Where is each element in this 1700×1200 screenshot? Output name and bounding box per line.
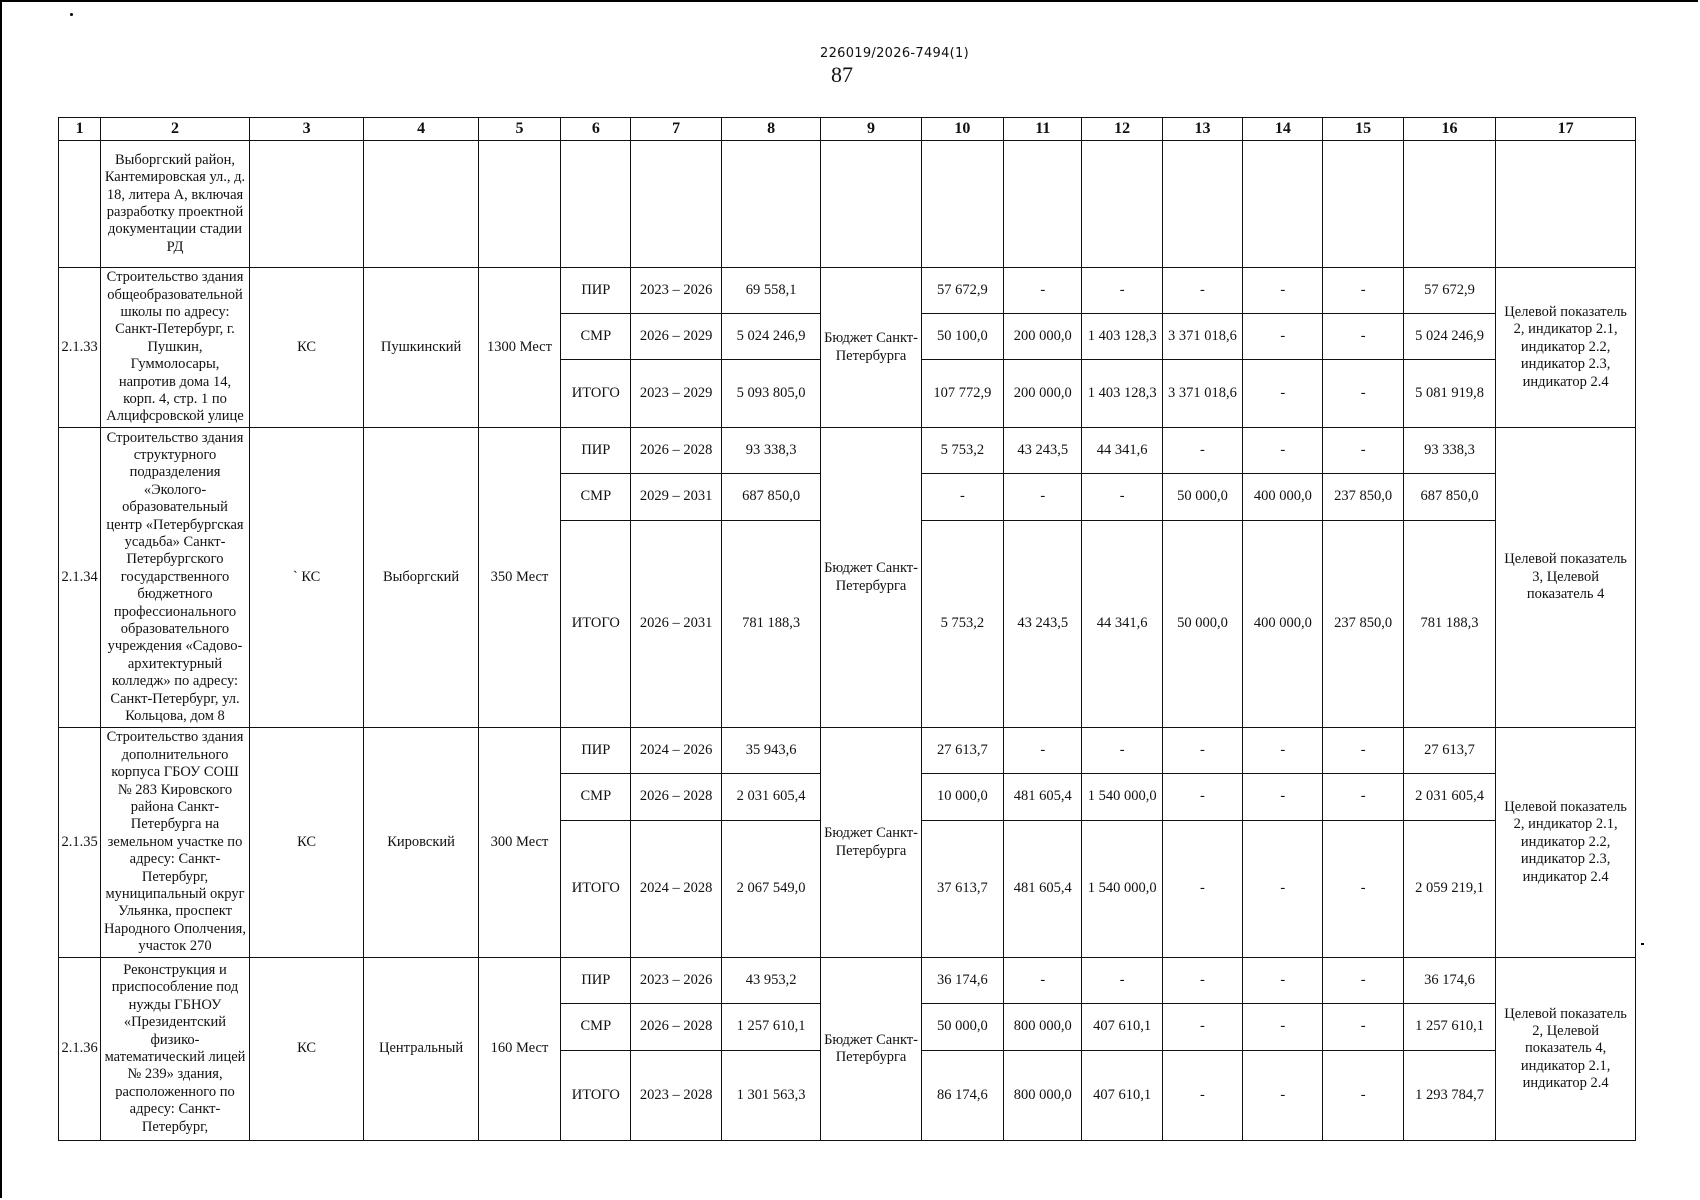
value-cell: 200 000,0 bbox=[1004, 314, 1082, 360]
value-cell: 237 850,0 bbox=[1323, 521, 1403, 728]
value-cell: - bbox=[1323, 728, 1403, 774]
column-header: 1 bbox=[59, 118, 101, 141]
object-name: Реконструкция и приспособление под нужды ГБНОУ «Президентский физико-математический лицей № 239» здания, расположенного по адресу: Санкт-Петербург, bbox=[101, 958, 250, 1141]
value-cell: 407 610,1 bbox=[1082, 1051, 1162, 1141]
indicators: Целевой показатель 2, Целевой показатель 4, индикатор 2.1, индикатор 2.4 bbox=[1496, 958, 1636, 1141]
value-cell: 1 540 000,0 bbox=[1082, 821, 1162, 958]
stage: ПИР bbox=[561, 268, 631, 314]
value-cell: 5 024 246,9 bbox=[1403, 314, 1495, 360]
period: 2023 – 2026 bbox=[631, 958, 721, 1004]
value-cell: - bbox=[1162, 1051, 1242, 1141]
period: 2024 – 2028 bbox=[631, 821, 721, 958]
period: 2026 – 2028 bbox=[631, 428, 721, 474]
value-cell: 36 174,6 bbox=[921, 958, 1003, 1004]
value-cell: 400 000,0 bbox=[1243, 474, 1323, 521]
stage: ПИР bbox=[561, 428, 631, 474]
table-row bbox=[59, 728, 1636, 774]
period: 2023 – 2028 bbox=[631, 1051, 721, 1141]
value-cell: 237 850,0 bbox=[1323, 474, 1403, 521]
value-cell: - bbox=[1162, 268, 1242, 314]
table-cell bbox=[821, 141, 921, 268]
total-cost: 781 188,3 bbox=[721, 521, 820, 728]
object-name: Выборгский район, Кантемировская ул., д. 18, литера А, включая разработку проектной документации стадии РД bbox=[101, 141, 250, 268]
table-cell bbox=[561, 141, 631, 268]
registration-number: 226019/2026-7494(1) bbox=[820, 46, 969, 61]
page-number: 87 bbox=[831, 62, 853, 87]
value-cell: - bbox=[1323, 1004, 1403, 1051]
value-cell: 1 403 128,3 bbox=[1082, 360, 1162, 428]
period: 2023 – 2029 bbox=[631, 360, 721, 428]
value-cell: 1 257 610,1 bbox=[1403, 1004, 1495, 1051]
value-cell: - bbox=[1162, 958, 1242, 1004]
stage: ПИР bbox=[561, 958, 631, 1004]
value-cell: 3 371 018,6 bbox=[1162, 314, 1242, 360]
table-cell bbox=[1004, 141, 1082, 268]
table-row bbox=[59, 958, 1636, 1004]
value-cell: 50 000,0 bbox=[1162, 474, 1242, 521]
column-header: 16 bbox=[1403, 118, 1495, 141]
entry-code: 2.1.33 bbox=[59, 268, 101, 428]
value-cell: 1 540 000,0 bbox=[1082, 774, 1162, 821]
value-cell: 481 605,4 bbox=[1004, 774, 1082, 821]
funding-source: Бюджет Санкт-Петербурга bbox=[821, 268, 921, 428]
value-cell: - bbox=[1082, 958, 1162, 1004]
value-cell: - bbox=[1243, 821, 1323, 958]
column-header: 2 bbox=[101, 118, 250, 141]
table-cell bbox=[721, 141, 820, 268]
value-cell: - bbox=[1243, 268, 1323, 314]
value-cell: 50 000,0 bbox=[1162, 521, 1242, 728]
value-cell: - bbox=[1243, 314, 1323, 360]
value-cell: 2 059 219,1 bbox=[1403, 821, 1495, 958]
column-header: 3 bbox=[249, 118, 364, 141]
entry-code: 2.1.34 bbox=[59, 428, 101, 728]
district: Пушкинский bbox=[364, 268, 479, 428]
table-cell bbox=[1403, 141, 1495, 268]
capacity: 350 Мест bbox=[478, 428, 560, 728]
total-cost: 5 093 805,0 bbox=[721, 360, 820, 428]
value-cell: 2 031 605,4 bbox=[1403, 774, 1495, 821]
value-cell: - bbox=[1082, 474, 1162, 521]
entry-code: 2.1.35 bbox=[59, 728, 101, 958]
indicators: Целевой показатель 2, индикатор 2.1, индикатор 2.2, индикатор 2.3, индикатор 2.4 bbox=[1496, 728, 1636, 958]
scan-speck bbox=[70, 13, 73, 16]
district: Выборгский bbox=[364, 428, 479, 728]
value-cell: - bbox=[1323, 958, 1403, 1004]
value-cell: 43 243,5 bbox=[1004, 521, 1082, 728]
total-cost: 93 338,3 bbox=[721, 428, 820, 474]
value-cell: 1 403 128,3 bbox=[1082, 314, 1162, 360]
stage: СМР bbox=[561, 474, 631, 521]
program-table bbox=[58, 117, 1636, 1141]
period: 2026 – 2028 bbox=[631, 1004, 721, 1051]
period: 2026 – 2028 bbox=[631, 774, 721, 821]
value-cell: 50 000,0 bbox=[921, 1004, 1003, 1051]
value-cell: - bbox=[1323, 314, 1403, 360]
value-cell: - bbox=[1082, 268, 1162, 314]
table-cell bbox=[59, 141, 101, 268]
value-cell: - bbox=[1243, 1051, 1323, 1141]
stage: ПИР bbox=[561, 728, 631, 774]
entry-code: 2.1.36 bbox=[59, 958, 101, 1141]
funding-source: Бюджет Санкт-Петербурга bbox=[821, 428, 921, 728]
column-header: 15 bbox=[1323, 118, 1403, 141]
object-name: Строительство здания дополнительного корпуса ГБОУ СОШ № 283 Кировского района Санкт-Петербурга на земельном участке по адресу: Санкт-Петербург, муниципальный округ Ульянка, проспект Народного Ополчения, участок 270 bbox=[101, 728, 250, 958]
value-cell: - bbox=[1162, 428, 1242, 474]
funding-source: Бюджет Санкт-Петербурга bbox=[821, 958, 921, 1141]
column-header: 6 bbox=[561, 118, 631, 141]
value-cell: - bbox=[1243, 428, 1323, 474]
column-header: 10 bbox=[921, 118, 1003, 141]
value-cell: 93 338,3 bbox=[1403, 428, 1495, 474]
value-cell: 86 174,6 bbox=[921, 1051, 1003, 1141]
district: Центральный bbox=[364, 958, 479, 1141]
table-cell bbox=[249, 141, 364, 268]
table-cell bbox=[921, 141, 1003, 268]
table-cell bbox=[1162, 141, 1242, 268]
district: Кировский bbox=[364, 728, 479, 958]
period: 2023 – 2026 bbox=[631, 268, 721, 314]
value-cell: - bbox=[1323, 774, 1403, 821]
value-cell: - bbox=[1162, 728, 1242, 774]
value-cell: 781 188,3 bbox=[1403, 521, 1495, 728]
value-cell: - bbox=[1162, 774, 1242, 821]
object-type: ` КС bbox=[249, 428, 364, 728]
capacity: 1300 Мест bbox=[478, 268, 560, 428]
object-type: КС bbox=[249, 958, 364, 1141]
value-cell: 407 610,1 bbox=[1082, 1004, 1162, 1051]
column-header: 14 bbox=[1243, 118, 1323, 141]
stage: СМР bbox=[561, 314, 631, 360]
stage: СМР bbox=[561, 774, 631, 821]
value-cell: 50 100,0 bbox=[921, 314, 1003, 360]
capacity: 300 Мест bbox=[478, 728, 560, 958]
table-cell bbox=[1496, 141, 1636, 268]
column-header: 9 bbox=[821, 118, 921, 141]
column-header: 11 bbox=[1004, 118, 1082, 141]
value-cell: 687 850,0 bbox=[1403, 474, 1495, 521]
total-cost: 69 558,1 bbox=[721, 268, 820, 314]
value-cell: 27 613,7 bbox=[1403, 728, 1495, 774]
value-cell: 36 174,6 bbox=[1403, 958, 1495, 1004]
value-cell: - bbox=[1323, 1051, 1403, 1141]
table-cell bbox=[478, 141, 560, 268]
value-cell: - bbox=[1243, 958, 1323, 1004]
total-cost: 35 943,6 bbox=[721, 728, 820, 774]
total-cost: 5 024 246,9 bbox=[721, 314, 820, 360]
value-cell: - bbox=[1323, 821, 1403, 958]
table-cell bbox=[1082, 141, 1162, 268]
value-cell: 43 243,5 bbox=[1004, 428, 1082, 474]
value-cell: 400 000,0 bbox=[1243, 521, 1323, 728]
value-cell: - bbox=[1162, 821, 1242, 958]
funding-source: Бюджет Санкт-Петербурга bbox=[821, 728, 921, 958]
value-cell: - bbox=[1004, 474, 1082, 521]
column-header: 7 bbox=[631, 118, 721, 141]
table-cell bbox=[1243, 141, 1323, 268]
total-cost: 43 953,2 bbox=[721, 958, 820, 1004]
stage: ИТОГО bbox=[561, 360, 631, 428]
column-header: 13 bbox=[1162, 118, 1242, 141]
value-cell: - bbox=[1243, 728, 1323, 774]
capacity: 160 Мест bbox=[478, 958, 560, 1141]
indicators: Целевой показатель 3, Целевой показатель 4 bbox=[1496, 428, 1636, 728]
value-cell: 57 672,9 bbox=[1403, 268, 1495, 314]
value-cell: - bbox=[1004, 958, 1082, 1004]
value-cell: - bbox=[1162, 1004, 1242, 1051]
value-cell: - bbox=[1323, 428, 1403, 474]
total-cost: 687 850,0 bbox=[721, 474, 820, 521]
value-cell: 37 613,7 bbox=[921, 821, 1003, 958]
column-number-row bbox=[59, 118, 1636, 141]
value-cell: - bbox=[1323, 360, 1403, 428]
stage: ИТОГО bbox=[561, 821, 631, 958]
value-cell: - bbox=[1243, 774, 1323, 821]
value-cell: - bbox=[1243, 1004, 1323, 1051]
total-cost: 1 257 610,1 bbox=[721, 1004, 820, 1051]
object-type: КС bbox=[249, 268, 364, 428]
value-cell: - bbox=[1323, 268, 1403, 314]
value-cell: 44 341,6 bbox=[1082, 521, 1162, 728]
column-header: 5 bbox=[478, 118, 560, 141]
value-cell: 5 081 919,8 bbox=[1403, 360, 1495, 428]
table-row bbox=[59, 268, 1636, 314]
period: 2026 – 2031 bbox=[631, 521, 721, 728]
indicators: Целевой показатель 2, индикатор 2.1, индикатор 2.2, индикатор 2.3, индикатор 2.4 bbox=[1496, 268, 1636, 428]
period: 2024 – 2026 bbox=[631, 728, 721, 774]
object-name: Строительство здания структурного подразделения «Эколого-образовательный центр «Петербургская усадьба» Санкт-Петербургского государственного бюджетного профессионального образовательного учреждения «Садово-архитектурный колледж» по адресу: Санкт-Петербург, ул. Кольцова, дом 8 bbox=[101, 428, 250, 728]
table-cell bbox=[631, 141, 721, 268]
scan-speck bbox=[1641, 943, 1644, 945]
value-cell: 57 672,9 bbox=[921, 268, 1003, 314]
total-cost: 2 067 549,0 bbox=[721, 821, 820, 958]
value-cell: - bbox=[1082, 728, 1162, 774]
table-row bbox=[59, 428, 1636, 474]
value-cell: 3 371 018,6 bbox=[1162, 360, 1242, 428]
total-cost: 1 301 563,3 bbox=[721, 1051, 820, 1141]
stage: ИТОГО bbox=[561, 521, 631, 728]
value-cell: 10 000,0 bbox=[921, 774, 1003, 821]
value-cell: - bbox=[921, 474, 1003, 521]
value-cell: - bbox=[1004, 728, 1082, 774]
column-header: 8 bbox=[721, 118, 820, 141]
period: 2026 – 2029 bbox=[631, 314, 721, 360]
total-cost: 2 031 605,4 bbox=[721, 774, 820, 821]
column-header: 17 bbox=[1496, 118, 1636, 141]
value-cell: 44 341,6 bbox=[1082, 428, 1162, 474]
value-cell: 27 613,7 bbox=[921, 728, 1003, 774]
continuation-row bbox=[59, 141, 1636, 268]
value-cell: 5 753,2 bbox=[921, 521, 1003, 728]
stage: СМР bbox=[561, 1004, 631, 1051]
table-cell bbox=[1323, 141, 1403, 268]
value-cell: 1 293 784,7 bbox=[1403, 1051, 1495, 1141]
object-type: КС bbox=[249, 728, 364, 958]
column-header: 12 bbox=[1082, 118, 1162, 141]
value-cell: 800 000,0 bbox=[1004, 1051, 1082, 1141]
table-cell bbox=[364, 141, 479, 268]
value-cell: 5 753,2 bbox=[921, 428, 1003, 474]
value-cell: 800 000,0 bbox=[1004, 1004, 1082, 1051]
object-name: Строительство здания общеобразовательной школы по адресу: Санкт-Петербург, г. Пушкин, Гуммолосары, напротив дома 14, корп. 4, стр. 1 по Алцифсровской улице bbox=[101, 268, 250, 428]
value-cell: 481 605,4 bbox=[1004, 821, 1082, 958]
value-cell: - bbox=[1004, 268, 1082, 314]
value-cell: 200 000,0 bbox=[1004, 360, 1082, 428]
value-cell: - bbox=[1243, 360, 1323, 428]
stage: ИТОГО bbox=[561, 1051, 631, 1141]
column-header: 4 bbox=[364, 118, 479, 141]
value-cell: 107 772,9 bbox=[921, 360, 1003, 428]
period: 2029 – 2031 bbox=[631, 474, 721, 521]
